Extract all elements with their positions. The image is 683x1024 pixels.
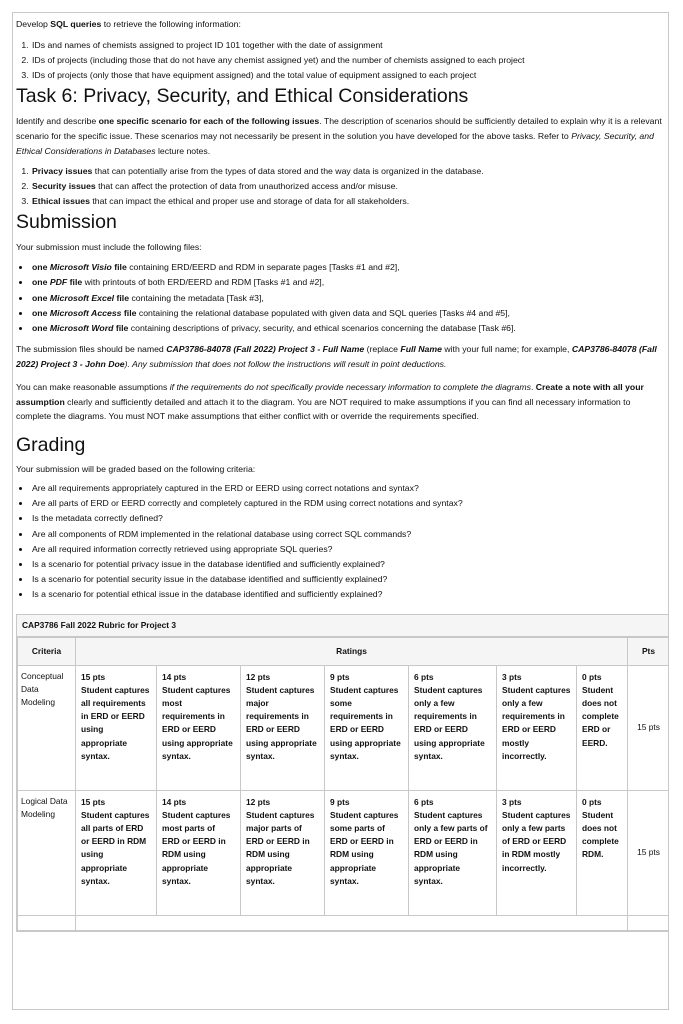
list-item: • Is the metadata correctly defined? bbox=[31, 511, 664, 526]
rating-item: 6 pts Student captures only a few requirements in ERD or EERD using appropriate syntax. bbox=[409, 666, 497, 790]
rating-item: 12 pts Student captures major parts of ERD or EERD in RDM using appropriate syntax. bbox=[241, 791, 325, 915]
list-item: • one Microsoft Visio file containing ERD/EERD and RDM in separate pages [Tasks #1 and #2], bbox=[31, 260, 664, 275]
sql-query-list bbox=[16, 38, 664, 84]
grading-criteria-list bbox=[16, 481, 664, 603]
assignment-page bbox=[12, 12, 669, 1010]
rating-item: 15 pts Student captures all requirements in ERD or EERD using appropriate syntax. bbox=[76, 666, 157, 790]
list-item: 1. IDs and names of chemists assigned to project ID 101 together with the date of assignment bbox=[31, 38, 664, 53]
submission-intro: Your submission must include the following files: bbox=[16, 242, 202, 253]
rating-item: 9 pts Student captures some parts of ERD or EERD in RDM using appropriate syntax. bbox=[325, 791, 409, 915]
list-item: 3. IDs of projects (only those that have equipment assigned) and the total value of equipment assigned to each project bbox=[31, 68, 664, 83]
row-points: 15 pts bbox=[628, 790, 670, 915]
list-item: 3. Ethical issues that can impact the ethical and proper use and storage of data for all stakeholders. bbox=[31, 194, 664, 209]
rating-item: 14 pts Student captures most requirements in ERD or EERD using appropriate syntax. bbox=[157, 666, 241, 790]
table-row bbox=[18, 915, 670, 930]
ratings-cell bbox=[76, 790, 628, 915]
row-points: 15 pts bbox=[628, 665, 670, 790]
list-item: 1. Privacy issues that can potentially arise from the types of data stored and the way data is organized in the database. bbox=[31, 164, 664, 179]
rating-item: 0 pts Student does not complete RDM. bbox=[582, 796, 619, 860]
grading-intro: Your submission will be graded based on the following criteria: bbox=[16, 464, 256, 475]
rating-item: 12 pts Student captures major requirements in ERD or EERD using appropriate syntax. bbox=[241, 666, 325, 790]
table-row bbox=[18, 665, 670, 790]
list-item: • one Microsoft Excel file containing the metadata [Task #3], bbox=[31, 291, 664, 306]
rating-item: 9 pts Student captures some requirements in ERD or EERD using appropriate syntax. bbox=[325, 666, 409, 790]
list-item: • Are all requirements appropriately captured in the ERD or EERD using correct notations and syntax? bbox=[31, 481, 664, 496]
rating-item: 3 pts Student captures only a few requirements in ERD or EERD mostly incorrectly. bbox=[497, 666, 577, 790]
task6-heading: Task 6: Privacy, Security, and Ethical Considerations bbox=[16, 85, 469, 108]
rating-item: 6 pts Student captures only a few parts of ERD or EERD in RDM using appropriate syntax. bbox=[409, 791, 497, 915]
issue-list bbox=[16, 164, 664, 210]
rubric-header-row bbox=[18, 637, 670, 665]
list-item: • one PDF file with printouts of both ERD/EERD and RDM [Tasks #1 and #2], bbox=[31, 275, 664, 290]
rating-item: 15 pts Student captures all parts of ERD or EERD in RDM using appropriate syntax. bbox=[76, 791, 157, 915]
submission-heading: Submission bbox=[16, 211, 117, 234]
list-item: • one Microsoft Word file containing descriptions of privacy, security, and ethical scenarios concerning the database [Task #6]. bbox=[31, 321, 664, 336]
rating-item: 3 pts Student captures only a few parts of ERD or EERD in RDM mostly incorrectly. bbox=[497, 791, 577, 915]
empty-cell bbox=[628, 915, 670, 930]
rating-item: 14 pts Student captures most parts of ERD or EERD in RDM using appropriate syntax. bbox=[157, 791, 241, 915]
task6-description: Identify and describe one specific scenario for each of the following issues. The description of scenarios should be sufficiently detailed to explain why it is a relevant scenario for the specific issue. These scenarios may not necessarily be present in the solution you have developed for the above tasks. Refer to Privacy, Security, and Ethical Considerations in Databases lecture notes. bbox=[16, 116, 662, 156]
list-item: • Are all parts of ERD or EERD correctly and completely captured in the RDM using correct notations and syntax? bbox=[31, 496, 664, 511]
criterion-label: Conceptual Data Modeling bbox=[18, 665, 76, 790]
list-item: • Is a scenario for potential privacy issue in the database identified and sufficiently explained? bbox=[31, 557, 664, 572]
rubric-title: CAP3786 Fall 2022 Rubric for Project 3 bbox=[17, 615, 669, 637]
criteria-header: Criteria bbox=[18, 637, 76, 665]
list-item: • Is a scenario for potential security issue in the database identified and sufficiently explained? bbox=[31, 572, 664, 587]
list-item: • Are all required information correctly retrieved using appropriate SQL queries? bbox=[31, 542, 664, 557]
pts-header: Pts bbox=[628, 637, 670, 665]
rubric-table bbox=[16, 614, 669, 932]
ratings-header: Ratings bbox=[76, 637, 628, 665]
list-item: • one Microsoft Access file containing the relational database populated with given data and SQL queries [Tasks #4 and #5], bbox=[31, 306, 664, 321]
criterion-label: Logical Data Modeling bbox=[18, 790, 76, 915]
assumptions-note: You can make reasonable assumptions if the requirements do not specifically provide necessary information to complete the diagrams. Create a note with all your assumption clearly and sufficiently detailed and attach it to the diagram. You are NOT required to make assumptions if you can find all necessary information to complete the diagrams. You must NOT make assumptions that either conflict with or override the requirements specified. bbox=[16, 381, 644, 422]
submission-file-list bbox=[16, 260, 664, 336]
table-row bbox=[18, 790, 670, 915]
rating-item: 0 pts Student does not complete ERD or EERD. bbox=[582, 671, 619, 748]
list-item: • Is a scenario for potential ethical issue in the database identified and sufficiently explained? bbox=[31, 587, 664, 602]
ratings-cell bbox=[76, 665, 628, 790]
grading-heading: Grading bbox=[16, 434, 86, 457]
naming-instructions: The submission files should be named CAP3786-84078 (Fall 2022) Project 3 - Full Name (replace Full Name with your full name; for example, CAP3786-84078 (Fall 2022) Project 3 - John Doe). Any submission that does not follow the instructions will result in point deductions. bbox=[16, 344, 657, 370]
empty-cell bbox=[76, 915, 628, 930]
list-item: 2. IDs of projects (including those that do not have any chemist assigned yet) and the number of chemists assigned to each project bbox=[31, 53, 664, 68]
sql-intro: Develop SQL queries to retrieve the following information: bbox=[16, 19, 241, 29]
empty-cell bbox=[18, 915, 76, 930]
list-item: • Are all components of RDM implemented in the relational database using correct SQL commands? bbox=[31, 527, 664, 542]
list-item: 2. Security issues that can affect the protection of data from unauthorized access and/or misuse. bbox=[31, 179, 664, 194]
